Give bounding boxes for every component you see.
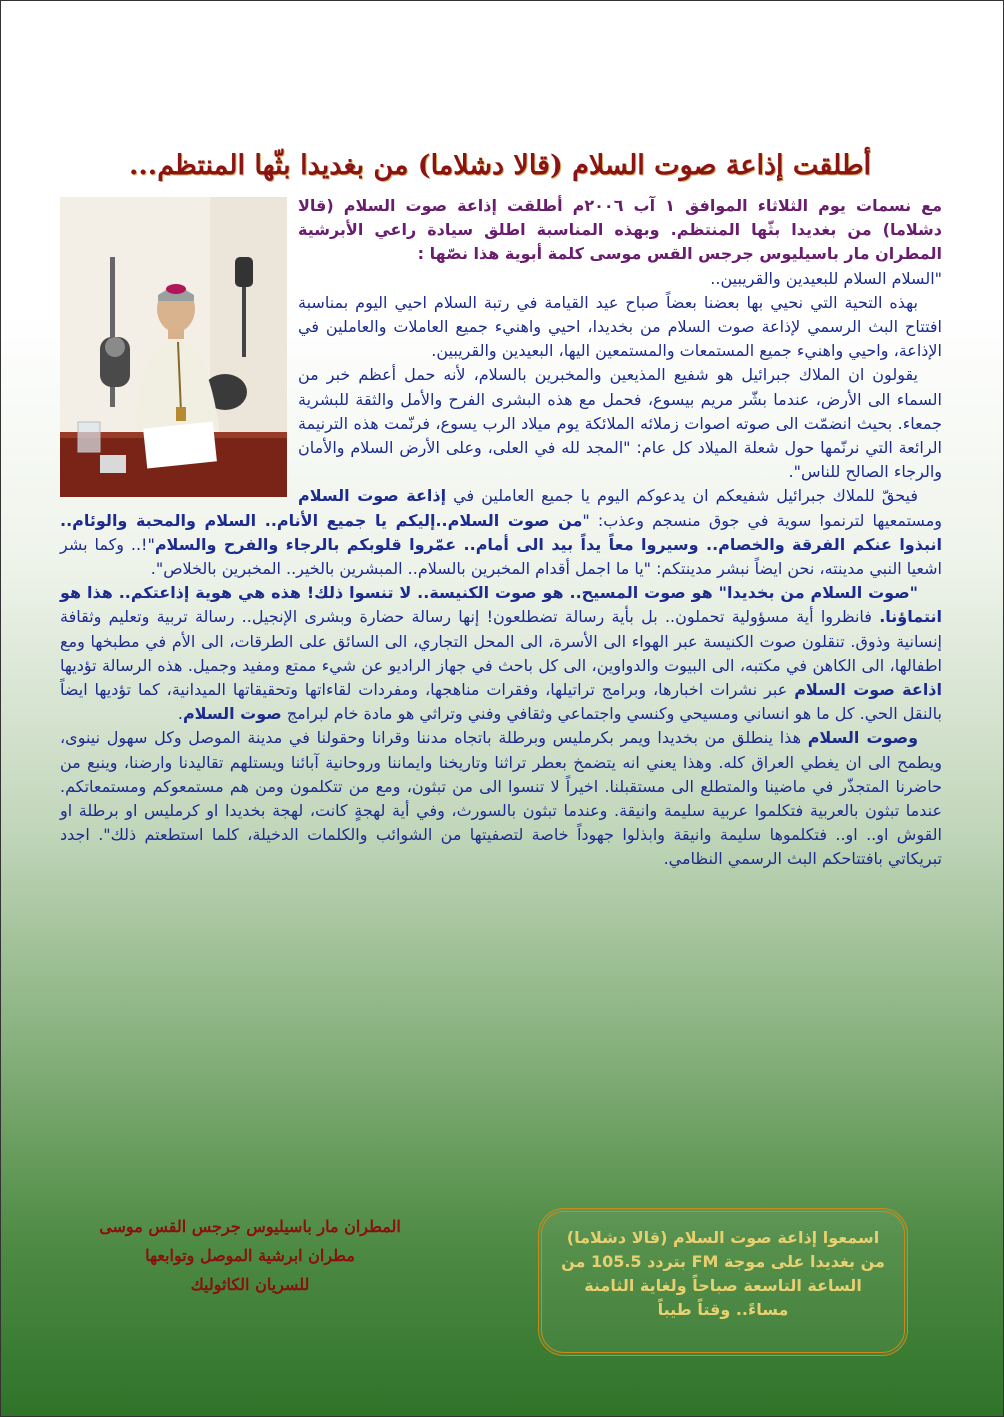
signature-name: المطران مار باسيليوس جرجس القس موسى	[99, 1217, 401, 1236]
intro-paragraph: مع نسمات يوم الثلاثاء الموافق ١ آب ٢٠٠٦م أطلقت إذاعة صوت السلام (قالا دشلاما) من بغديدا بثّها المنتظم. وبهذه المناسبة اطلق سيادة راعي الأبرشية المطران مار باسيليوس جرجس القس موسى كلمة أبوية هذا نصّها :	[298, 196, 943, 264]
p4-text-c: ومستمعيها لترنموا سوية في جوق منسجم وعذب: "	[582, 510, 942, 530]
p4-text-a: فيحقّ للملاك جبرائيل شفيعكم ان يدعوكم اليوم يا جميع العاملين في	[446, 486, 919, 506]
paragraph-identity	[60, 581, 942, 726]
paragraph-gabriel: يقولون ان الملاك جبرائيل هو شفيع المذيعين والمخبرين بالسلام، لأنه حمل أعظم خبر من السماء الى الأرض، عندما بشّر مريم بيسوع، فحمل مع هذه البشرى الفرح والأمل والثقة للبشرية جمعاء. بحيث انضمّت الى صوته اصوات زملائه الملائكة يوم ميلاد الرب يسوع، فرنّمت هذه الترنيمة الرائعة التي نرنّمها حول شعلة الميلاد كل عام: "المجد لله في العلى، وعلى الأرض السلام والأمان والرجاء الصالح للناس".	[298, 365, 942, 482]
paragraph-easter-greeting: بهذه التحية التي نحيي بها بعضنا بعضاً صباح عيد القيامة في رتبة السلام احيي اليوم بمناسبة افتتاح البث الرسمي لإذاعة صوت السلام من بخديدا، احيي واهنيء جميع العاملات والعاملين في الإذاعة، واحيي واهنيء جميع المستمعات والمستمعين اليها، البعيدين والقريبين.	[298, 292, 942, 361]
p5-text-b: فانظروا أية مسؤولية تحملون.. بل بأية رسالة تضطلعون! إنها رسالة حضارة وبشرى الإنجيل.. رسالة تربية وتعليم وثقافة إنسانية وذوق. تنقلون صوت الكنيسة عبر الهواء الى الأسرة، الى المحل التجاري، الى السائق على الطرقات، الى الأم في مطبخها ومع اطفالها، الى الكاهن في مكتبه، الى البيوت والدواوين، الى كل باحث في جهاز الراديو عن شيء ممتع ومفيد وجميل. هذه الرسالة تؤديها	[60, 607, 942, 675]
photo-spacer	[60, 194, 298, 502]
p5-text-f: .	[177, 704, 183, 724]
signature-title: مطران ابرشية الموصل وتوابعها	[145, 1246, 355, 1265]
page-title: أطلقت إذاعة صوت السلام (قالا دشلاما) من بغديدا بثّها المنتظم...	[129, 150, 871, 182]
p4-text-e: "!.. وكما بشر اشعيا النبي مدينته، نحن ايضاً نبشر مدينتكم: "يا ما اجمل أقدام المخبرين بالسلام.. المبشرين بالخير.. المخبرين بالخلاص".	[60, 534, 942, 579]
p6-text-b: هذا ينطلق من بخديدا ويمر بكرمليس وبرطلة باتجاه مدننا وقرانا وحقولنا في مدينة الموصل وكل سهول نينوى، ويطمح الى ان يغطي العراق كله. وهذا يعني انه يتضمخ بعطر تراثنا وتاريخنا وايماننا وروحانية آبائنا ويستلهم تقاليدنا وارضنا، وينبع من حاضرنا المتجذّر في ماضينا والمتطلع الى مستقبلنا. اخيراً لا تنسوا الى من تبثون، ومع من تتكلمون ومن هم مستمعوكم ومستمعاتكم. عندما تبثون بالعربية فتكلموا عربية سليمة وانيقة. وعندما تبثون بالسورث، وفي أية لهجةٍ كانت، لهجة بخديدا او كرمليس او برطلة او القوش او.. او.. فتكلموها سليمة وانيقة وابذلوا جهوداً خاصة لتصفيتها من الشوائب والكلمات الدخيلة، كلما استطعتم ذلك". اجدد تبريكاتي بافتتاحكم البث الرسمي النظامي.	[60, 728, 942, 869]
greeting-paragraph: "السلام السلام للبعيدين والقريبين..	[710, 268, 942, 288]
p6-voice: وصوت السلام	[807, 728, 919, 748]
radio-frequency-notice	[538, 1208, 908, 1356]
p4-hymn: من صوت السلام..إليكم يا جميع الأنام.. السلام والمحبة والوئام.. انبذوا عنكم الفرقة والخصام.. وسيروا معاً يداً بيد الى أمام.. عمّروا قلوبكم بالرجاء والفرح والسلام	[60, 510, 943, 554]
paragraph-reach	[60, 726, 942, 871]
signature-block	[60, 1212, 440, 1299]
p4-radio-name: إذاعة صوت السلام	[298, 486, 447, 506]
p5-identity: "صوت السلام من بخديدا" هو صوت المسيح.. هو صوت الكنيسة.. لا تنسوا ذلك! هذه هي هوية إذاعتكم.. هذا هو انتماؤنا.	[60, 583, 942, 627]
p5-program-name: صوت السلام	[182, 704, 282, 724]
radio-notice-text: اسمعوا إذاعة صوت السلام (قالا دشلاما) من بغديدا على موجة FM بتردد 105.5 من الساعة التاسعة صباحاً ولغاية الثامنة مساءً.. وقتاً طيباً	[561, 1228, 885, 1319]
p5-text-d: عبر نشرات اخبارها، وبرامج تراتيلها، وفقرات مناهجها، ومفردات لقاءاتها وتحقيقاتها الميدانية، كما تؤديها ايضاً بالنقل الحي. كل ما هو انساني ومسيحي وكنسي واجتماعي وثقافي وفني وتراثي هو مادة خام لبرامج	[60, 680, 942, 724]
signature-church: للسريان الكاثوليك	[190, 1275, 310, 1294]
letter-body	[60, 194, 942, 872]
p5-radio-name: اذاعة صوت السلام	[794, 680, 942, 700]
